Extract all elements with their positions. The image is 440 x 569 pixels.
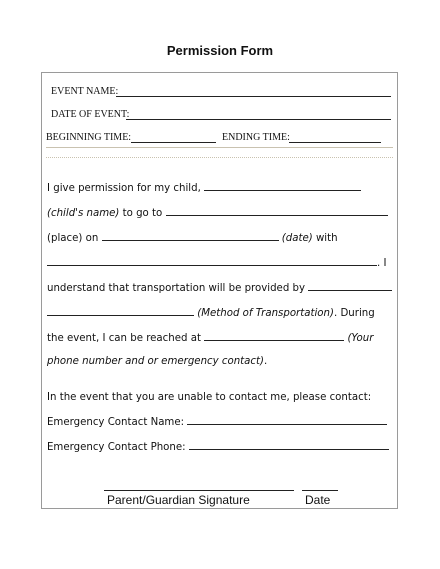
place-on-text: (place) on <box>47 233 99 244</box>
ending-time-field[interactable] <box>289 142 381 143</box>
beginning-time-field[interactable] <box>131 142 216 143</box>
date-label: Date <box>305 493 331 507</box>
during-text: . During <box>333 308 375 319</box>
child-name-field[interactable] <box>204 181 361 191</box>
transport-method-field[interactable] <box>47 306 194 316</box>
emergency-phone-field[interactable] <box>189 440 389 450</box>
event-name-field[interactable] <box>116 96 391 97</box>
transport-method-hint: (Method of Transportation) <box>197 308 334 319</box>
header-divider-dotted <box>46 157 393 158</box>
date-field[interactable] <box>102 231 279 241</box>
phone-hint: phone number and or emergency contact) <box>47 356 264 367</box>
paragraph-line-5 <box>47 281 392 295</box>
form-title: Permission Form <box>166 43 274 58</box>
paragraph-line-3 <box>47 231 338 245</box>
contact-intro-text: In the event that you are unable to contact me, please contact: <box>47 392 372 403</box>
transport-provider-field[interactable] <box>308 281 392 291</box>
reached-at-text: the event, I can be reached at <box>47 333 201 344</box>
reach-contact-field[interactable] <box>204 331 344 341</box>
emergency-name-row <box>47 415 387 429</box>
transportation-text: understand that transportation will be provided by <box>47 283 306 294</box>
ending-time-label: ENDING TIME: <box>222 132 290 143</box>
beginning-time-label: BEGINNING TIME: <box>46 132 132 143</box>
paragraph-line-2 <box>47 206 388 220</box>
date-of-event-field[interactable] <box>126 119 391 120</box>
signature-field[interactable] <box>104 490 294 491</box>
date-hint: (date) <box>281 233 313 244</box>
chaperone-field[interactable] <box>47 256 377 266</box>
paragraph-line-4 <box>47 256 386 270</box>
paragraph-line-6 <box>47 306 375 320</box>
place-field[interactable] <box>166 206 388 216</box>
line4-tail: . I <box>377 258 387 269</box>
child-name-hint: (child's name) <box>47 208 120 219</box>
with-text: with <box>315 233 338 244</box>
signature-date-field[interactable] <box>302 490 338 491</box>
emergency-name-field[interactable] <box>187 415 387 425</box>
emergency-phone-row <box>47 440 389 454</box>
date-of-event-label: DATE OF EVENT: <box>51 109 130 120</box>
signature-label: Parent/Guardian Signature <box>107 493 250 507</box>
emergency-phone-label: Emergency Contact Phone: <box>47 442 186 453</box>
line8-tail: . <box>264 356 268 367</box>
paragraph-line-7 <box>47 331 373 345</box>
event-name-label: EVENT NAME: <box>51 86 119 97</box>
emergency-name-label: Emergency Contact Name: <box>47 417 185 428</box>
go-to-text: to go to <box>122 208 163 219</box>
your-hint: (Your <box>347 333 374 344</box>
paragraph-line-8 <box>47 355 267 368</box>
paragraph-line-1 <box>47 181 361 195</box>
header-divider <box>46 147 393 148</box>
permission-text: I give permission for my child, <box>47 183 201 194</box>
